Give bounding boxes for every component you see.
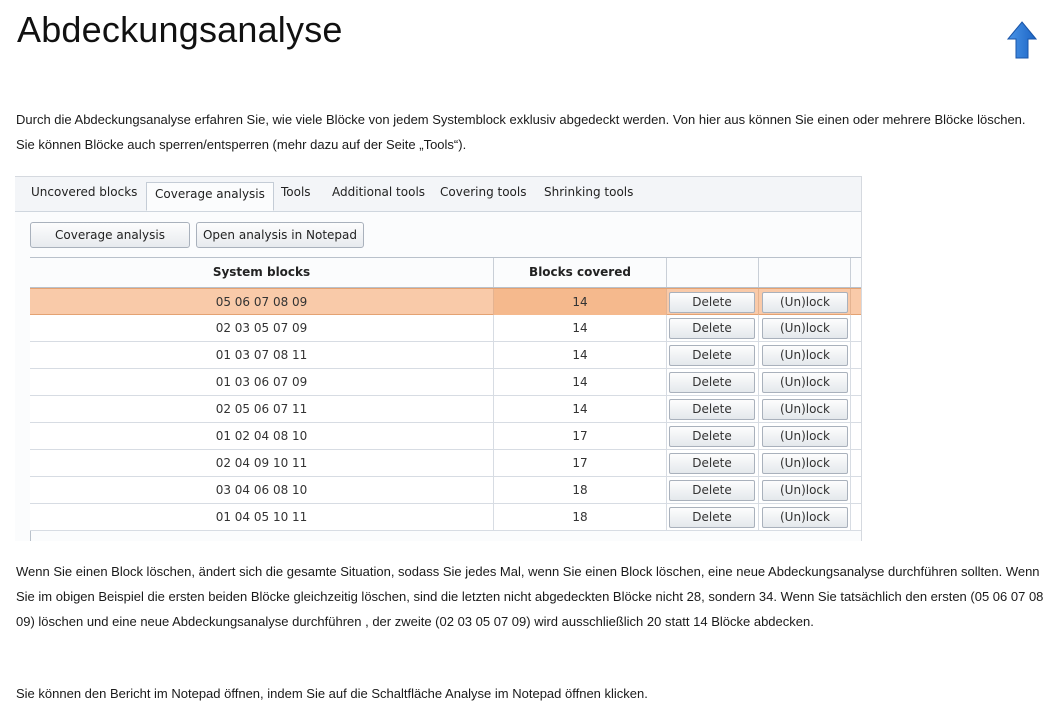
delete-cell [667, 369, 759, 395]
delete-cell [667, 342, 759, 368]
delete-button[interactable]: Delete [669, 453, 755, 474]
delete-cell [667, 315, 759, 341]
arrow-up-icon[interactable] [1007, 21, 1037, 59]
system-block-cell: 05 06 07 08 09 [30, 289, 494, 315]
delete-cell [667, 423, 759, 449]
delete-cell [667, 477, 759, 503]
delete-button[interactable]: Delete [669, 399, 755, 420]
table-row[interactable] [30, 504, 861, 531]
delete-button[interactable]: Delete [669, 345, 755, 366]
lock-cell [759, 315, 851, 341]
table-row[interactable] [30, 477, 861, 504]
blocks-covered-cell: 14 [494, 342, 667, 368]
coverage-analysis-button[interactable]: Coverage analysis [30, 222, 190, 248]
header-delete [667, 258, 759, 287]
intro-paragraph: Durch die Abdeckungsanalyse erfahren Sie, wie viele Blöcke von jedem Systemblock exklusiv abgedeckt werden. Von hier aus können Sie einen oder mehrere Blöcke löschen. Sie können Blöcke auch sperren/entsperren (mehr dazu auf der Seite „Tools“). [16, 112, 1026, 152]
table-row[interactable] [30, 288, 861, 315]
blocks-covered-cell: 17 [494, 423, 667, 449]
unlock-button[interactable]: (Un)lock [762, 372, 848, 393]
unlock-button[interactable]: (Un)lock [762, 480, 848, 501]
header-system-blocks[interactable]: System blocks [30, 258, 494, 287]
system-block-cell: 01 02 04 08 10 [30, 423, 494, 449]
table-row[interactable] [30, 342, 861, 369]
blocks-covered-cell: 18 [494, 477, 667, 503]
unlock-button[interactable]: (Un)lock [762, 426, 848, 447]
lock-cell [759, 369, 851, 395]
tab-coverage-analysis[interactable]: Coverage analysis [146, 182, 274, 211]
blocks-covered-cell: 14 [494, 289, 667, 315]
table-row[interactable] [30, 396, 861, 423]
table-row[interactable] [30, 450, 861, 477]
delete-button[interactable]: Delete [669, 318, 755, 339]
table-row[interactable] [30, 315, 861, 342]
blocks-covered-cell: 14 [494, 396, 667, 422]
delete-button[interactable]: Delete [669, 292, 755, 313]
delete-cell [667, 504, 759, 530]
system-block-cell: 03 04 06 08 10 [30, 477, 494, 503]
app-window [15, 176, 862, 541]
lock-cell [759, 289, 851, 315]
system-block-cell: 02 03 05 07 09 [30, 315, 494, 341]
system-block-cell: 01 03 06 07 09 [30, 369, 494, 395]
lock-cell [759, 504, 851, 530]
grid-header-row [30, 257, 861, 288]
notepad-paragraph: Sie können den Bericht im Notepad öffnen, indem Sie auf die Schaltfläche Analyse im Notepad öffnen klicken. [16, 686, 648, 701]
delete-button[interactable]: Delete [669, 480, 755, 501]
delete-cell [667, 289, 759, 315]
system-block-cell: 01 03 07 08 11 [30, 342, 494, 368]
tab-additional-tools[interactable]: Additional tools [332, 185, 426, 199]
open-in-notepad-button[interactable]: Open analysis in Notepad [196, 222, 364, 248]
tab-tools[interactable]: Tools [281, 185, 311, 199]
lock-cell [759, 423, 851, 449]
tab-covering-tools[interactable]: Covering tools [440, 185, 527, 199]
delete-button[interactable]: Delete [669, 426, 755, 447]
header-lock [759, 258, 851, 287]
explanation-paragraph: Wenn Sie einen Block löschen, ändert sich die gesamte Situation, sodass Sie jedes Mal, wenn Sie einen Block löschen, eine neue Abdeckungsanalyse durchführen sollten. Wenn Sie im obigen Beispiel die ersten beiden Blöcke gleichzeitig löschen, sind die letzten nicht abgedeckten Blöcke nicht 28, sondern 34. Wenn Sie tatsächlich den ersten (05 06 07 08 09) löschen und eine neue Abdeckungsanalyse durchführen , der zweite (02 03 05 07 09) wird ausschließlich 20 statt 14 Blöcke abdecken. [16, 564, 1044, 629]
system-block-cell: 02 04 09 10 11 [30, 450, 494, 476]
lock-cell [759, 342, 851, 368]
table-row[interactable] [30, 369, 861, 396]
unlock-button[interactable]: (Un)lock [762, 292, 848, 313]
coverage-panel [15, 212, 861, 541]
delete-button[interactable]: Delete [669, 372, 755, 393]
blocks-covered-cell: 14 [494, 369, 667, 395]
system-block-cell: 02 05 06 07 11 [30, 396, 494, 422]
delete-cell [667, 396, 759, 422]
unlock-button[interactable]: (Un)lock [762, 399, 848, 420]
blocks-covered-cell: 18 [494, 504, 667, 530]
unlock-button[interactable]: (Un)lock [762, 318, 848, 339]
unlock-button[interactable]: (Un)lock [762, 507, 848, 528]
table-row[interactable] [30, 423, 861, 450]
header-blocks-covered[interactable]: Blocks covered [494, 258, 667, 287]
delete-cell [667, 450, 759, 476]
blocks-covered-cell: 14 [494, 315, 667, 341]
lock-cell [759, 396, 851, 422]
tab-uncovered-blocks[interactable]: Uncovered blocks [31, 185, 138, 199]
page-title: Abdeckungsanalyse [17, 9, 343, 50]
lock-cell [759, 477, 851, 503]
unlock-button[interactable]: (Un)lock [762, 453, 848, 474]
tab-strip [15, 177, 861, 212]
unlock-button[interactable]: (Un)lock [762, 345, 848, 366]
tab-shrinking-tools[interactable]: Shrinking tools [544, 185, 634, 199]
delete-button[interactable]: Delete [669, 507, 755, 528]
system-block-cell: 01 04 05 10 11 [30, 504, 494, 530]
blocks-covered-cell: 17 [494, 450, 667, 476]
lock-cell [759, 450, 851, 476]
